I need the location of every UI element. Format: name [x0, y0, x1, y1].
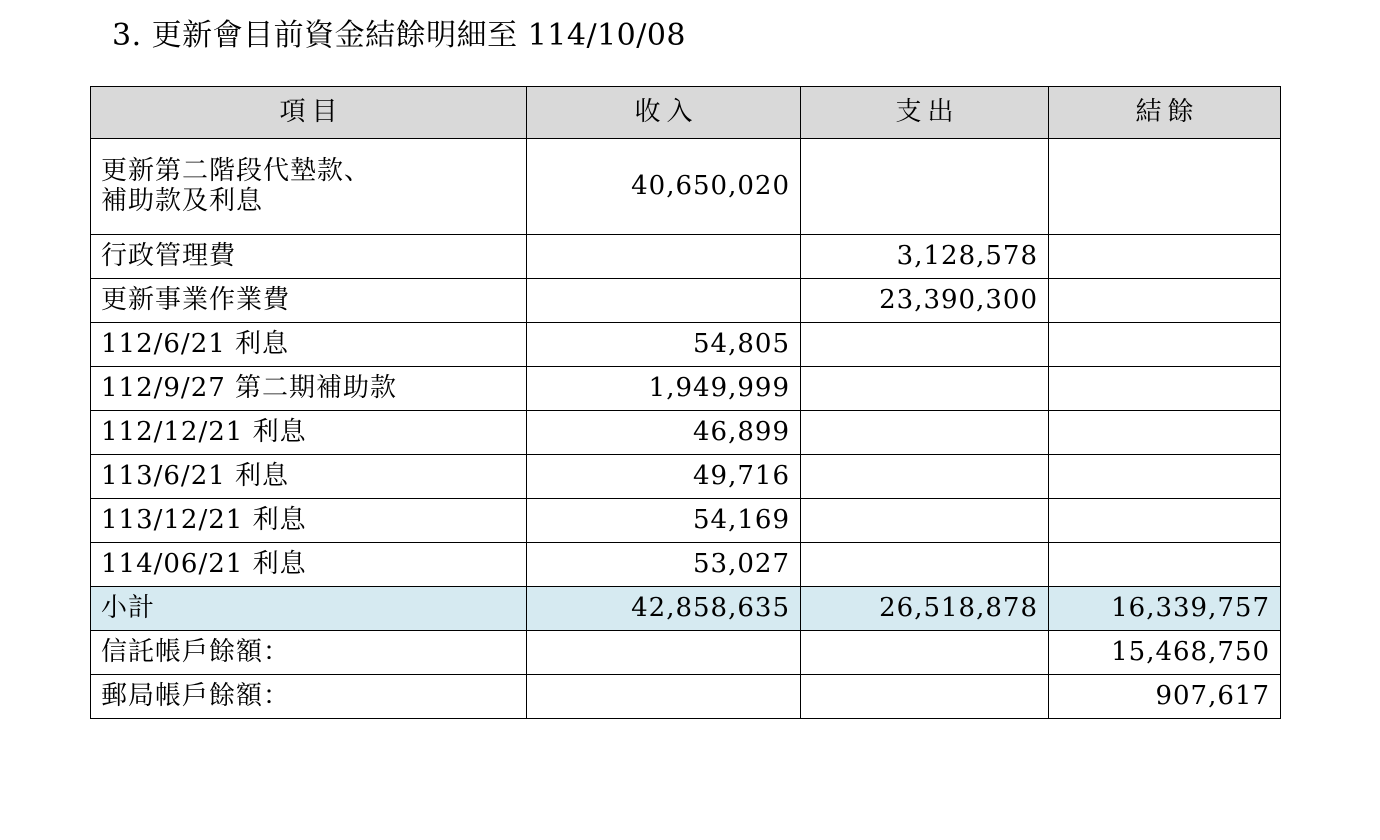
row-expense-value — [801, 139, 1049, 235]
row-item-label: 郵局帳戶餘額： — [91, 675, 527, 719]
row-item-label: 113/6/21 利息 — [91, 455, 527, 499]
table-row — [91, 139, 1281, 235]
table-row — [91, 543, 1281, 587]
row-expense-value — [801, 323, 1049, 367]
row-balance-value — [1049, 235, 1281, 279]
table-row — [91, 411, 1281, 455]
table-row — [91, 675, 1281, 719]
row-balance-value: 907,617 — [1049, 675, 1281, 719]
row-income-value: 42,858,635 — [527, 587, 801, 631]
fund-balance-table — [90, 86, 1281, 719]
row-expense-value — [801, 675, 1049, 719]
row-item-label: 更新事業作業費 — [91, 279, 527, 323]
row-income-value: 46,899 — [527, 411, 801, 455]
row-income-value — [527, 279, 801, 323]
row-expense-value — [801, 499, 1049, 543]
row-expense-value: 23,390,300 — [801, 279, 1049, 323]
row-balance-value — [1049, 543, 1281, 587]
row-income-value — [527, 631, 801, 675]
row-item-label: 114/06/21 利息 — [91, 543, 527, 587]
row-expense-value: 26,518,878 — [801, 587, 1049, 631]
column-header-balance: 結餘 — [1049, 87, 1281, 139]
row-expense-value — [801, 367, 1049, 411]
row-item-label: 113/12/21 利息 — [91, 499, 527, 543]
row-item-label: 112/9/27 第二期補助款 — [91, 367, 527, 411]
row-income-value — [527, 675, 801, 719]
table-row — [91, 631, 1281, 675]
row-balance-value — [1049, 139, 1281, 235]
row-income-value: 53,027 — [527, 543, 801, 587]
row-income-value: 40,650,020 — [527, 139, 801, 235]
row-balance-value — [1049, 455, 1281, 499]
row-item-label: 信託帳戶餘額： — [91, 631, 527, 675]
section-heading: 3. 更新會目前資金結餘明細至 114/10/08 — [112, 18, 687, 53]
row-income-value — [527, 235, 801, 279]
row-item-label: 小計 — [91, 587, 527, 631]
row-income-value: 54,805 — [527, 323, 801, 367]
table-row — [91, 367, 1281, 411]
row-balance-value: 16,339,757 — [1049, 587, 1281, 631]
table-header-row — [91, 87, 1281, 139]
column-header-item: 項目 — [91, 87, 527, 139]
row-income-value: 1,949,999 — [527, 367, 801, 411]
row-expense-value — [801, 455, 1049, 499]
row-balance-value — [1049, 499, 1281, 543]
row-item-label-line1: 更新第二階段代墊款、 — [101, 155, 372, 186]
column-header-expense: 支出 — [801, 87, 1049, 139]
fund-balance-table-container — [90, 86, 1280, 719]
row-balance-value — [1049, 323, 1281, 367]
row-expense-value: 3,128,578 — [801, 235, 1049, 279]
row-income-value: 49,716 — [527, 455, 801, 499]
row-item-label-line2: 補助款及利息 — [101, 185, 264, 216]
table-row — [91, 235, 1281, 279]
row-balance-value — [1049, 367, 1281, 411]
row-balance-value — [1049, 411, 1281, 455]
row-expense-value — [801, 631, 1049, 675]
row-income-value: 54,169 — [527, 499, 801, 543]
table-row — [91, 455, 1281, 499]
row-item-label: 行政管理費 — [91, 235, 527, 279]
table-header — [91, 87, 1281, 139]
table-row — [91, 323, 1281, 367]
row-item-label: 112/6/21 利息 — [91, 323, 527, 367]
row-expense-value — [801, 543, 1049, 587]
column-header-income: 收入 — [527, 87, 801, 139]
table-row — [91, 499, 1281, 543]
table-row-subtotal — [91, 587, 1281, 631]
row-balance-value: 15,468,750 — [1049, 631, 1281, 675]
table-row — [91, 279, 1281, 323]
row-item-label — [91, 139, 527, 235]
row-expense-value — [801, 411, 1049, 455]
table-body — [91, 139, 1281, 719]
row-item-label: 112/12/21 利息 — [91, 411, 527, 455]
row-balance-value — [1049, 279, 1281, 323]
